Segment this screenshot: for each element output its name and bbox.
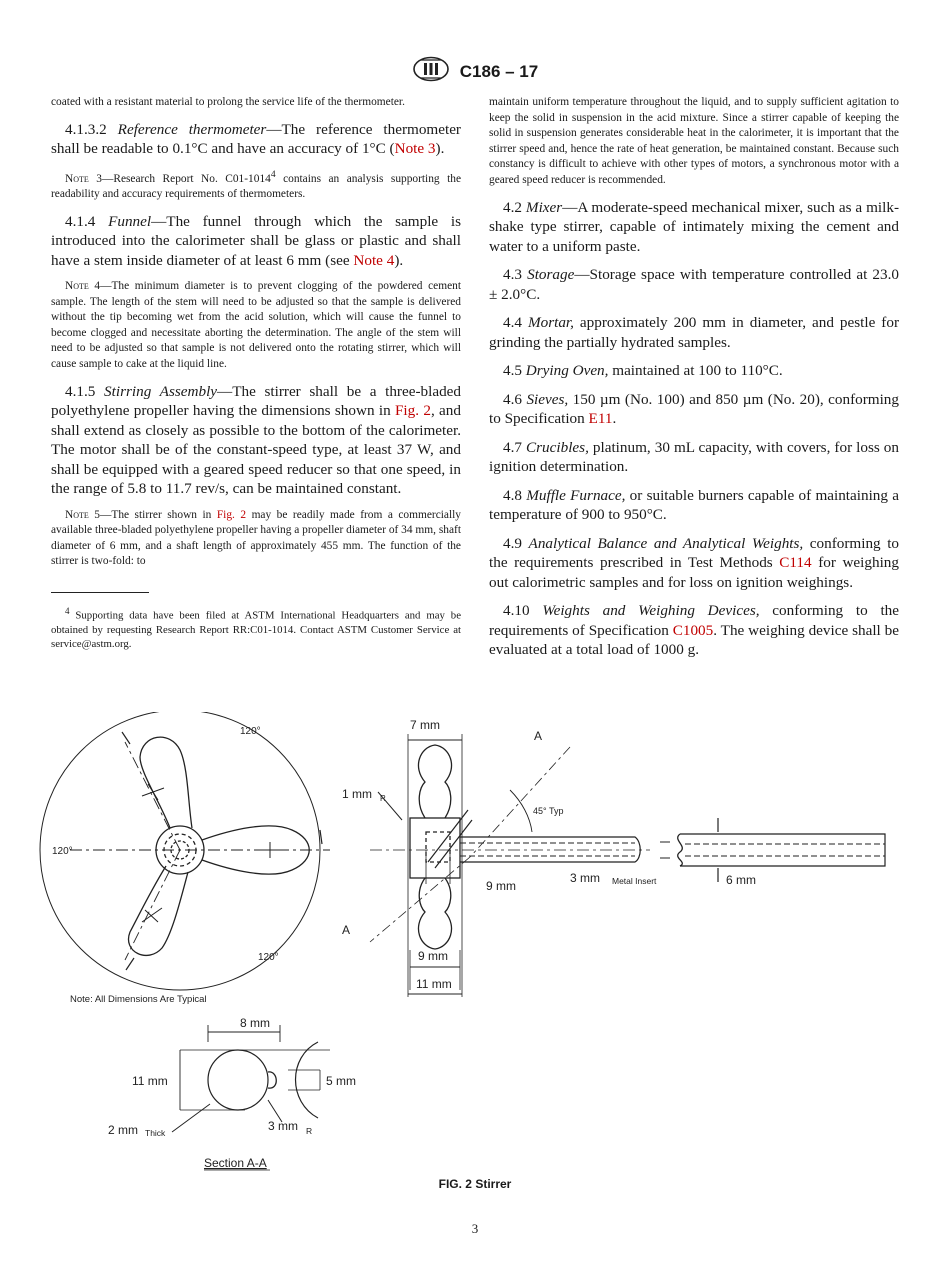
footnote-4: $^4$ Supporting data have been filed at ASTM International Headquarters and may be obtained by requesting Research Report RR:C01-1014. Contact ASTM Customer Service at service@astm.org.: [51, 605, 461, 651]
note-5-continuation: maintain uniform temperature throughout the liquid, and to supply sufficient agitation to keep the solid in suspension in the acid mixture. Since a stirrer capable of keeping the solid in suspension generates considerable heat in the calorimeter, it is important that the stirrer speed and, hence the rate of heat generation, be maintained constant. Because such constancy is difficult to achieve with other types of motors, a synchronous motor with a geared speed reducer is recommended.: [489, 96, 899, 186]
fig-2-link[interactable]: Fig. 2: [216, 508, 247, 521]
section-a-a-view: [172, 1025, 330, 1132]
section-marker-a-top: A: [534, 729, 543, 743]
angle-label-bottom: 120°: [258, 952, 279, 963]
note-4: Note 4—The minimum diameter is to prevent clogging of the powdered cement sample. The length of the stem will need to be adjusted so that the sample is delivered without the tip becoming wet from the acid solution, which will cause the funnel to become clogged and necessitate aborting the determination. The angle of the stem will need to be adjusted so that sample is not delivered onto the rotating stirrer, which will cause sample to cake at the liquid line.: [51, 280, 461, 371]
section-4-3: 4.3 Storage—Storage space with temperature controlled at 23.0 ± 2.0°C.: [489, 266, 899, 303]
dim-7mm: 7 mm: [410, 718, 440, 732]
document-designation: C186 – 17: [459, 61, 539, 81]
note-3-link[interactable]: Note 3: [394, 140, 436, 158]
section-4-5: 4.5 Drying Oven, maintained at 100 to 110°C.: [503, 362, 783, 380]
e11-link[interactable]: E11: [588, 410, 613, 428]
left-column: [51, 95, 461, 663]
section-4-1-4: 4.1.4 Funnel—The funnel through which the sample is introduced into the calorimeter shall be glass or plastic and shall have a stem inside diameter of at least 6 mm (see Note 4).: [51, 212, 461, 269]
c1005-link[interactable]: C1005: [672, 621, 714, 639]
section-4-4: 4.4 Mortar, approximately 200 mm in diameter, and pestle for grinding the partially hydrated samples.: [489, 314, 899, 351]
dim-11mm: 11 mm: [416, 977, 452, 991]
dim-9mm-blade: 9 mm: [418, 949, 448, 963]
figure-2-stirrer: [30, 712, 920, 1172]
section-dim-8mm: 8 mm: [240, 1016, 270, 1030]
page-number: 3: [471, 1221, 479, 1236]
note-4-link[interactable]: Note 4: [353, 251, 395, 269]
propeller-top-view: [40, 712, 330, 990]
section-marker-a-bottom: A: [342, 923, 351, 937]
angle-label-top: 120°: [240, 726, 261, 737]
dim-9mm-shaft: 9 mm: [486, 879, 516, 893]
note-3: Note 3—Research Report No. C01-1014$^4$ contains an analysis supporting the readability and accuracy requirements of thermometers.: [51, 169, 461, 200]
page-header: [0, 56, 950, 87]
section-dim-11mm: 11 mm: [132, 1074, 168, 1088]
dim-1mm-radius: R: [380, 794, 386, 803]
astm-logo-icon: [412, 56, 450, 87]
figure-note: Note: All Dimensions Are Typical: [70, 994, 207, 1005]
dim-1mm: 1 mm: [342, 787, 372, 801]
section-dim-3mm-radius: R: [306, 1126, 313, 1136]
section-dim-2mm-thick: Thick: [145, 1128, 166, 1138]
angle-45-label: 45° Typ: [533, 806, 564, 816]
section-4-1-5: 4.1.5 Stirring Assembly—The stirrer shall be a three-bladed polyethylene propeller having the dimensions shown in Fig. 2, and shall extend as closely as possible to the bottom of the calorimeter. The motor shall be of the constant-speed type, at least 37 W, and shall be equipped with a geared speed reducer so that one speed, in the range of 5.8 to 11.7 rev/s, can be maintained constant.: [51, 382, 461, 498]
section-title: Section A-A: [204, 1156, 267, 1170]
c114-link[interactable]: C114: [779, 554, 812, 572]
section-4-8: 4.8 Muffle Furnace, or suitable burners capable of maintaining a temperature of 900 to 950°C.: [489, 486, 899, 524]
right-column: [489, 95, 899, 669]
section-4-2: 4.2 Mixer—A moderate-speed mechanical mixer, such as a milk-shake type stirrer, capable of intimately mixing the cement and water to a uniform paste.: [489, 198, 900, 255]
dim-6mm: 6 mm: [726, 873, 756, 887]
section-dim-3mm: 3 mm: [268, 1119, 298, 1133]
section-dim-5mm: 5 mm: [326, 1074, 356, 1088]
section-dim-2mm: 2 mm: [108, 1123, 138, 1137]
dim-3mm: 3 mm: [570, 871, 600, 885]
section-4-7: 4.7 Crucibles, platinum, 30 mL capacity, with covers, for loss on ignition determination.: [489, 438, 899, 476]
metal-insert-label: Metal Insert: [612, 876, 657, 886]
section-4-1-3-2: 4.1.3.2 Reference thermometer—The reference thermometer shall be readable to 0.1°C and have an accuracy of 1°C (Note 3).: [51, 120, 461, 158]
section-4-10: 4.10 Weights and Weighing Devices, conforming to the requirements of Specification C1005. The weighing device shall be evaluated at a total load of 1000 g.: [489, 602, 899, 659]
footnote-divider: [51, 592, 149, 593]
section-4-6: 4.6 Sieves, 150 µm (No. 100) and 850 µm (No. 20), conforming to Specification E11.: [489, 390, 899, 428]
fig-2-link[interactable]: Fig. 2: [394, 402, 431, 420]
figure-caption: FIG. 2 Stirrer: [438, 1177, 512, 1191]
note-5: Note 5—The stirrer shown in Fig. 2 may be readily made from a commercially available three-bladed polyethylene propeller having a propeller diameter of 34 mm, shaft diameter of 6 mm, and a shaft length of approximately 455 mm. The function of the stirrer is two-fold: to: [51, 508, 461, 568]
section-4-9: 4.9 Analytical Balance and Analytical Weights, conforming to the requirements prescribed in Test Methods C114 for weighing out calorimetric samples and for loss on ignition weighings.: [489, 534, 900, 591]
paragraph-continuation: coated with a resistant material to prolong the service life of the thermometer.: [51, 96, 405, 108]
angle-label-left: 120°: [52, 846, 73, 857]
